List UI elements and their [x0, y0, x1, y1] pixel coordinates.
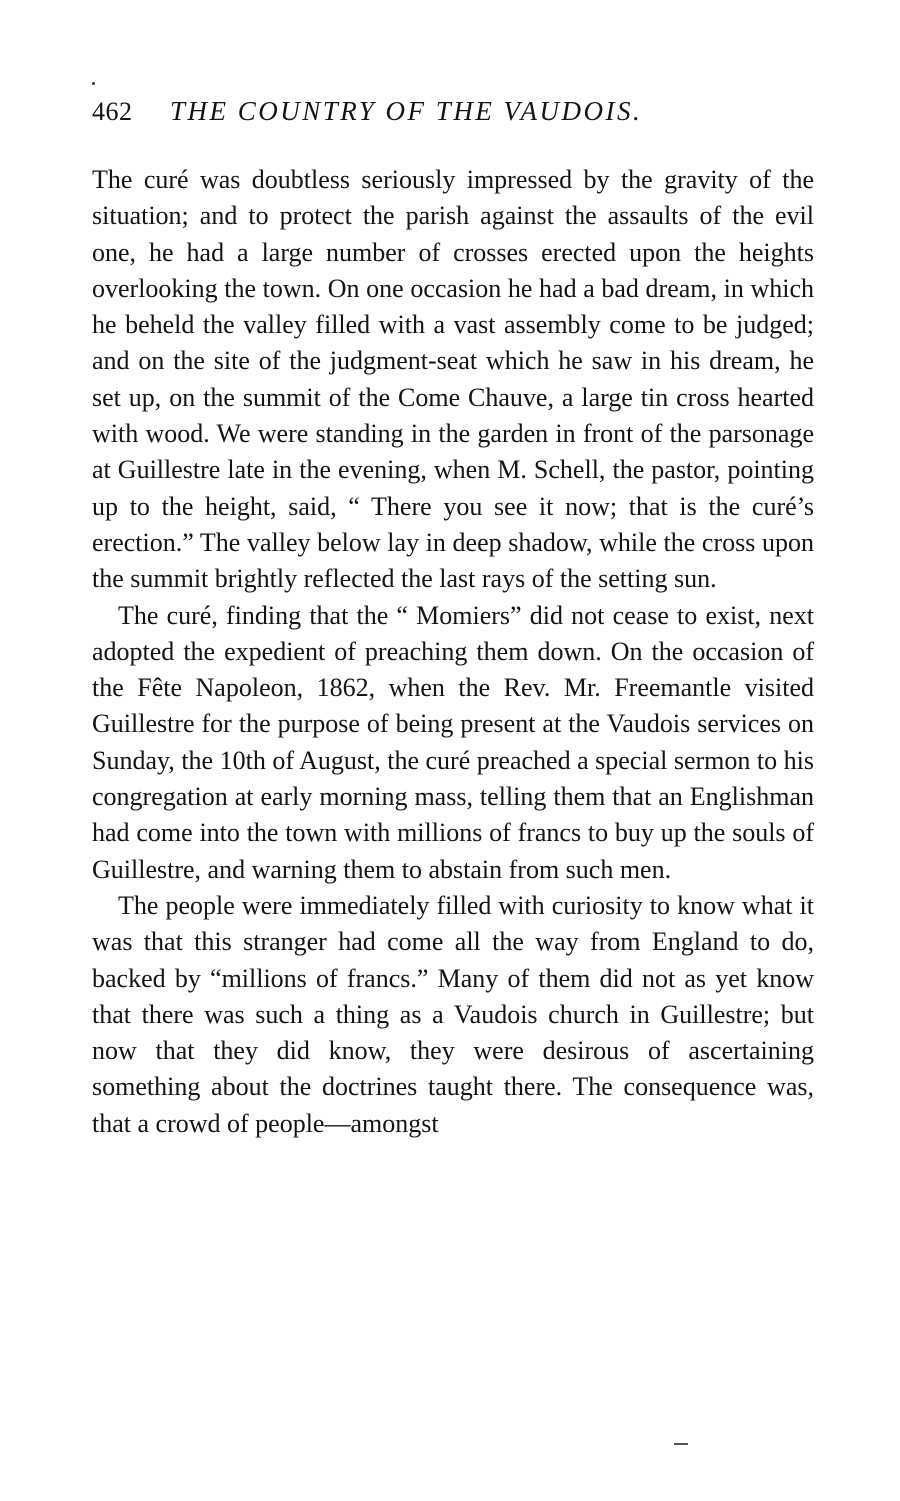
stray-ink-dot: [92, 82, 95, 85]
paragraph-1: The curé was doubtless seriously impressed by the gravity of the situation; and to protect the parish against the assaults of the evil one, he had a large number of crosses erected upon the heights overlooking the town. On one occasion he had a bad dream, in which he beheld the valley filled with a vast assembly come to be judged; and on the site of the judgment-seat which he saw in his dream, he set up, on the summit of the Come Chauve, a large tin cross hearted with wood. We were standing in the garden in front of the parsonage at Guillestre late in the evening, when M. Schell, the pastor, pointing up to the height, said, “ There you see it now; that is the curé’s erection.” The valley below lay in deep shadow, while the cross upon the summit brightly reflected the last rays of the setting sun.: [92, 165, 814, 594]
running-head: [92, 96, 814, 140]
running-title: THE COUNTRY OF THE VAUDOIS.: [170, 96, 643, 126]
book-page: [92, 96, 814, 1142]
paragraph-3: The people were immediately filled with curiosity to know what it was that this stranger had come all the way from England to do, backed by “millions of francs.” Many of them did not as yet know that there was such a thing as a Vaudois church in Guillestre; but now that they did know, they were desirous of ascertaining something about the doctrines taught there. The consequence was, that a crowd of people—amongst: [92, 890, 814, 1138]
paragraph-2: The curé, finding that the “ Momiers” did not cease to exist, next adopted the expedient of preaching them down. On the occasion of the Fête Napoleon, 1862, when the Rev. Mr. Freemantle visited Guillestre for the purpose of being present at the Vaudois services on Sunday, the 10th of August, the curé preached a special sermon to his congregation at early morning mass, telling them that an Englishman had come into the town with millions of francs to buy up the souls of Guillestre, and warning them to abstain from such men.: [92, 600, 814, 884]
body-text: [92, 162, 814, 1142]
page-number: 462: [92, 97, 133, 126]
bottom-ink-mark: [674, 1443, 688, 1445]
